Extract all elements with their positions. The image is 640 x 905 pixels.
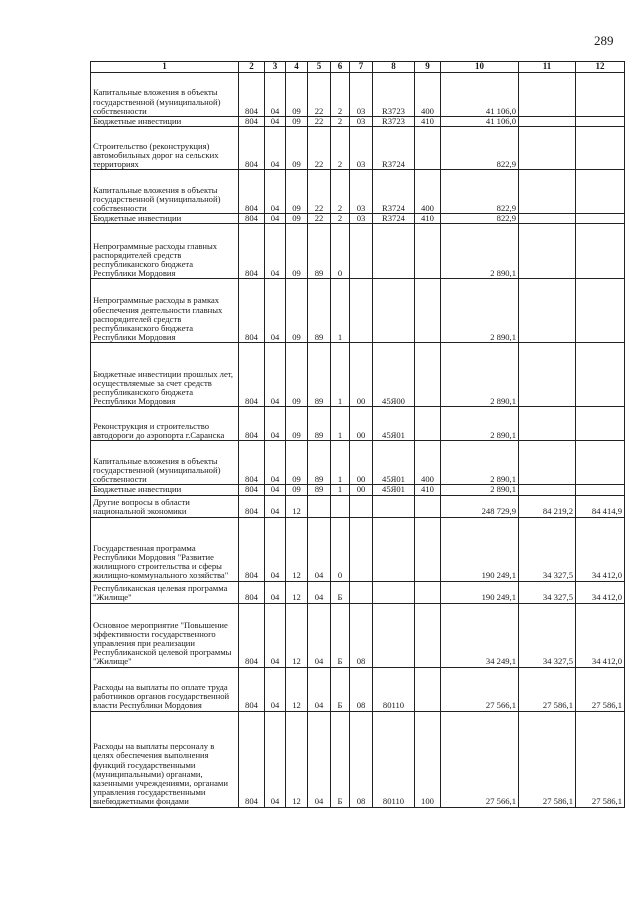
code-cell: 1	[331, 407, 350, 441]
amount-cell	[519, 407, 576, 441]
table-row	[91, 517, 625, 581]
code-cell	[350, 581, 373, 603]
amount-cell	[576, 117, 625, 127]
amount-cell: 248 729,9	[441, 495, 519, 517]
amount-cell: 2 890,1	[441, 441, 519, 485]
code-cell: 1	[331, 485, 350, 495]
amount-cell: 34 249,1	[441, 603, 519, 667]
code-cell	[415, 517, 441, 581]
table-row	[91, 127, 625, 170]
code-cell: 09	[286, 279, 308, 343]
code-cell: 09	[286, 170, 308, 214]
code-cell: 04	[265, 485, 286, 495]
code-cell: 410	[415, 117, 441, 127]
code-cell: 00	[350, 343, 373, 407]
amount-cell	[576, 127, 625, 170]
column-header: 5	[308, 62, 331, 73]
code-cell: 04	[265, 117, 286, 127]
code-cell	[415, 581, 441, 603]
table-row	[91, 441, 625, 485]
code-cell: 45Я01	[373, 407, 415, 441]
amount-cell: 41 106,0	[441, 73, 519, 117]
table-row	[91, 214, 625, 224]
code-cell: 12	[286, 517, 308, 581]
amount-cell	[519, 170, 576, 214]
code-cell: 22	[308, 170, 331, 214]
code-cell: 03	[350, 127, 373, 170]
code-cell: 04	[265, 127, 286, 170]
row-name-cell: Бюджетные инвестиции	[91, 117, 239, 127]
table-row	[91, 581, 625, 603]
code-cell: 2	[331, 117, 350, 127]
row-name-cell: Бюджетные инвестиции	[91, 214, 239, 224]
code-cell: 04	[265, 667, 286, 711]
code-cell: R3723	[373, 73, 415, 117]
code-cell: 04	[265, 603, 286, 667]
code-cell: Б	[331, 603, 350, 667]
amount-cell	[576, 441, 625, 485]
code-cell	[415, 224, 441, 279]
code-cell: 804	[239, 485, 265, 495]
code-cell	[373, 581, 415, 603]
code-cell: 04	[265, 517, 286, 581]
code-cell: 89	[308, 441, 331, 485]
amount-cell	[576, 224, 625, 279]
amount-cell: 84 219,2	[519, 495, 576, 517]
table-row	[91, 279, 625, 343]
amount-cell: 190 249,1	[441, 517, 519, 581]
row-name-cell: Расходы на выплаты персоналу в целях обеспечения выполнения функций государственными (муниципальными) органами, казенными учреждениями, органами управления государственными внебюджетными фондами	[91, 711, 239, 807]
column-header: 7	[350, 62, 373, 73]
amount-cell	[519, 343, 576, 407]
code-cell	[415, 407, 441, 441]
row-name-cell: Реконструкция и строительство автодороги до аэропорта г.Саранска	[91, 407, 239, 441]
code-cell: 22	[308, 117, 331, 127]
code-cell: 08	[350, 711, 373, 807]
code-cell: 00	[350, 441, 373, 485]
code-cell	[415, 603, 441, 667]
table-row	[91, 711, 625, 807]
code-cell: 04	[265, 407, 286, 441]
amount-cell: 2 890,1	[441, 485, 519, 495]
row-name-cell: Капитальные вложения в объекты государственной (муниципальной) собственности	[91, 73, 239, 117]
table-row	[91, 117, 625, 127]
code-cell: 04	[265, 224, 286, 279]
amount-cell	[576, 279, 625, 343]
code-cell	[308, 495, 331, 517]
code-cell: 09	[286, 127, 308, 170]
code-cell: 80110	[373, 667, 415, 711]
code-cell: 400	[415, 73, 441, 117]
code-cell: 03	[350, 117, 373, 127]
code-cell: 410	[415, 485, 441, 495]
code-cell	[415, 279, 441, 343]
code-cell: 0	[331, 517, 350, 581]
code-cell: 410	[415, 214, 441, 224]
code-cell	[415, 667, 441, 711]
code-cell: 100	[415, 711, 441, 807]
code-cell: 12	[286, 711, 308, 807]
row-name-cell: Бюджетные инвестиции прошлых лет, осуществляемые за счет средств республиканского бюджета Республики Мордовия	[91, 343, 239, 407]
code-cell: 03	[350, 214, 373, 224]
amount-cell	[519, 127, 576, 170]
code-cell	[350, 495, 373, 517]
table-row	[91, 485, 625, 495]
table-row	[91, 495, 625, 517]
code-cell: 804	[239, 603, 265, 667]
code-cell: 400	[415, 170, 441, 214]
table-row	[91, 407, 625, 441]
code-cell	[373, 224, 415, 279]
code-cell: 04	[308, 711, 331, 807]
code-cell: 804	[239, 343, 265, 407]
table-row	[91, 603, 625, 667]
amount-cell: 190 249,1	[441, 581, 519, 603]
code-cell: 03	[350, 170, 373, 214]
amount-cell	[519, 73, 576, 117]
code-cell: 04	[308, 581, 331, 603]
amount-cell: 822,9	[441, 127, 519, 170]
code-cell: Б	[331, 667, 350, 711]
code-cell: 04	[265, 441, 286, 485]
amount-cell	[576, 485, 625, 495]
code-cell: 09	[286, 73, 308, 117]
code-cell	[373, 279, 415, 343]
code-cell: R3723	[373, 117, 415, 127]
amount-cell: 34 327,5	[519, 517, 576, 581]
code-cell	[415, 495, 441, 517]
code-cell: 22	[308, 73, 331, 117]
code-cell: 09	[286, 117, 308, 127]
row-name-cell: Расходы на выплаты по оплате труда работников органов государственной власти Республики Мордовия	[91, 667, 239, 711]
amount-cell: 2 890,1	[441, 224, 519, 279]
code-cell: 12	[286, 667, 308, 711]
amount-cell: 2 890,1	[441, 407, 519, 441]
amount-cell	[576, 214, 625, 224]
amount-cell: 27 586,1	[576, 667, 625, 711]
table-header-row	[91, 62, 625, 73]
amount-cell: 27 586,1	[519, 667, 576, 711]
code-cell: 09	[286, 441, 308, 485]
code-cell: 08	[350, 667, 373, 711]
code-cell: Б	[331, 581, 350, 603]
table-row	[91, 224, 625, 279]
code-cell: 04	[265, 581, 286, 603]
amount-cell: 822,9	[441, 170, 519, 214]
code-cell	[350, 517, 373, 581]
code-cell: 804	[239, 279, 265, 343]
amount-cell: 27 566,1	[441, 667, 519, 711]
row-name-cell: Капитальные вложения в объекты государственной (муниципальной) собственности	[91, 441, 239, 485]
code-cell: 0	[331, 224, 350, 279]
code-cell: 03	[350, 73, 373, 117]
code-cell: 89	[308, 485, 331, 495]
code-cell: 804	[239, 214, 265, 224]
code-cell: 804	[239, 581, 265, 603]
code-cell	[373, 517, 415, 581]
code-cell	[350, 224, 373, 279]
code-cell: 09	[286, 407, 308, 441]
code-cell: 04	[265, 711, 286, 807]
amount-cell	[519, 485, 576, 495]
code-cell: 22	[308, 127, 331, 170]
row-name-cell: Капитальные вложения в объекты государственной (муниципальной) собственности	[91, 170, 239, 214]
code-cell: 804	[239, 667, 265, 711]
code-cell	[373, 603, 415, 667]
amount-cell	[519, 441, 576, 485]
amount-cell	[576, 407, 625, 441]
code-cell: 04	[308, 603, 331, 667]
amount-cell	[576, 73, 625, 117]
code-cell: 804	[239, 711, 265, 807]
code-cell: 09	[286, 224, 308, 279]
row-name-cell: Государственная программа Республики Мордовия "Развитие жилищного строительства и сферы жилищно-коммунального хозяйства"	[91, 517, 239, 581]
code-cell: 804	[239, 224, 265, 279]
code-cell: 00	[350, 485, 373, 495]
code-cell	[350, 279, 373, 343]
code-cell: 1	[331, 343, 350, 407]
amount-cell: 41 106,0	[441, 117, 519, 127]
column-header: 8	[373, 62, 415, 73]
amount-cell	[519, 279, 576, 343]
row-name-cell: Республиканская целевая программа "Жилище"	[91, 581, 239, 603]
code-cell: 804	[239, 127, 265, 170]
code-cell: 804	[239, 407, 265, 441]
code-cell: 89	[308, 343, 331, 407]
code-cell: 08	[350, 603, 373, 667]
amount-cell: 822,9	[441, 214, 519, 224]
code-cell: 80110	[373, 711, 415, 807]
code-cell: R3724	[373, 127, 415, 170]
column-header: 9	[415, 62, 441, 73]
code-cell: 09	[286, 343, 308, 407]
code-cell: 2	[331, 127, 350, 170]
amount-cell	[576, 170, 625, 214]
code-cell: 804	[239, 495, 265, 517]
amount-cell: 27 586,1	[519, 711, 576, 807]
code-cell: 04	[308, 517, 331, 581]
code-cell: 804	[239, 117, 265, 127]
code-cell: 12	[286, 603, 308, 667]
amount-cell: 2 890,1	[441, 343, 519, 407]
column-header: 10	[441, 62, 519, 73]
amount-cell: 34 412,0	[576, 603, 625, 667]
code-cell	[415, 343, 441, 407]
code-cell: 12	[286, 581, 308, 603]
code-cell: 2	[331, 214, 350, 224]
amount-cell	[519, 224, 576, 279]
code-cell: 04	[265, 343, 286, 407]
amount-cell: 27 586,1	[576, 711, 625, 807]
budget-table	[90, 61, 625, 808]
code-cell: 09	[286, 485, 308, 495]
code-cell: 04	[308, 667, 331, 711]
table-row	[91, 170, 625, 214]
code-cell: 09	[286, 214, 308, 224]
amount-cell: 34 412,0	[576, 581, 625, 603]
code-cell: 804	[239, 170, 265, 214]
amount-cell: 34 327,5	[519, 603, 576, 667]
row-name-cell: Непрограммные расходы главных распорядителей средств республиканского бюджета Республики Мордовия	[91, 224, 239, 279]
code-cell: 1	[331, 441, 350, 485]
code-cell: 804	[239, 517, 265, 581]
amount-cell: 2 890,1	[441, 279, 519, 343]
amount-cell: 27 566,1	[441, 711, 519, 807]
column-header: 4	[286, 62, 308, 73]
amount-cell	[519, 117, 576, 127]
code-cell: R3724	[373, 170, 415, 214]
row-name-cell: Основное мероприятие "Повышение эффективности государственного управления при реализации Республиканской целевой программы "Жилище"	[91, 603, 239, 667]
code-cell: 45Я00	[373, 343, 415, 407]
table-row	[91, 73, 625, 117]
code-cell	[415, 127, 441, 170]
row-name-cell: Непрограммные расходы в рамках обеспечения деятельности главных распорядителей средств республиканского бюджета Республики Мордовия	[91, 279, 239, 343]
row-name-cell: Бюджетные инвестиции	[91, 485, 239, 495]
code-cell: R3724	[373, 214, 415, 224]
code-cell: 04	[265, 73, 286, 117]
table-row	[91, 667, 625, 711]
code-cell: 1	[331, 279, 350, 343]
amount-cell: 34 412,0	[576, 517, 625, 581]
amount-cell	[519, 214, 576, 224]
code-cell: 2	[331, 170, 350, 214]
code-cell: 45Я01	[373, 485, 415, 495]
code-cell: 04	[265, 495, 286, 517]
column-header: 11	[519, 62, 576, 73]
code-cell: 04	[265, 170, 286, 214]
amount-cell	[576, 343, 625, 407]
code-cell: 804	[239, 441, 265, 485]
row-name-cell: Другие вопросы в области национальной экономики	[91, 495, 239, 517]
code-cell: 04	[265, 279, 286, 343]
column-header: 6	[331, 62, 350, 73]
code-cell: 89	[308, 279, 331, 343]
code-cell: 12	[286, 495, 308, 517]
code-cell: 2	[331, 73, 350, 117]
column-header: 2	[239, 62, 265, 73]
column-header: 3	[265, 62, 286, 73]
code-cell: 04	[265, 214, 286, 224]
code-cell: 804	[239, 73, 265, 117]
code-cell: 00	[350, 407, 373, 441]
code-cell: Б	[331, 711, 350, 807]
code-cell: 400	[415, 441, 441, 485]
column-header: 1	[91, 62, 239, 73]
code-cell: 45Я01	[373, 441, 415, 485]
code-cell: 89	[308, 407, 331, 441]
page-number: 289	[594, 33, 614, 48]
row-name-cell: Строительство (реконструкция) автомобильных дорог на сельских территориях	[91, 127, 239, 170]
code-cell	[373, 495, 415, 517]
table-row	[91, 343, 625, 407]
amount-cell: 84 414,9	[576, 495, 625, 517]
code-cell: 89	[308, 224, 331, 279]
code-cell	[331, 495, 350, 517]
column-header: 12	[576, 62, 625, 73]
code-cell: 22	[308, 214, 331, 224]
amount-cell: 34 327,5	[519, 581, 576, 603]
